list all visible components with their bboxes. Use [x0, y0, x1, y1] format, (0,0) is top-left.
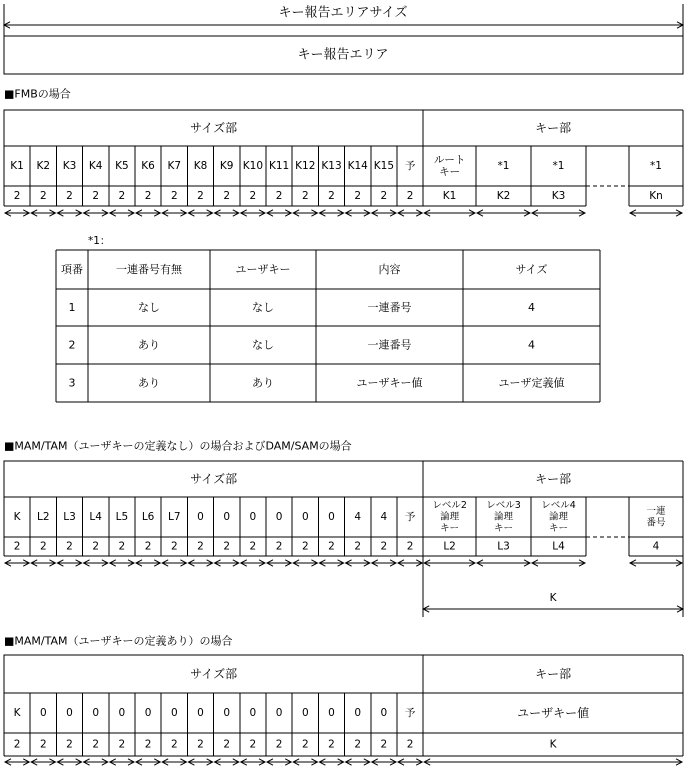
fmb-size-field: K13 — [321, 160, 342, 172]
mam1-size-value: 2 — [92, 540, 100, 553]
mam1-size-field: L5 — [115, 511, 129, 523]
mam2-user-key-field: ユーザキー値 — [517, 706, 590, 720]
mam1-size-value: 2 — [354, 540, 362, 553]
fmb-size-value: 2 — [197, 190, 204, 202]
note-cell: あり — [252, 376, 274, 390]
fmb-size-field: K10 — [242, 160, 264, 172]
fmb-size-value: 2 — [328, 190, 335, 202]
mam2-size-field: 0 — [301, 707, 309, 719]
mam1-key-value: 4 — [652, 540, 660, 553]
mam1-size-value: 2 — [301, 540, 309, 553]
mam1-key-header: 論理 — [548, 511, 569, 523]
mam1-size-field: K — [13, 511, 21, 523]
mam2-size-value: 2 — [275, 738, 283, 751]
mam2-size-value: 2 — [118, 738, 126, 751]
fmb-key-value: K1 — [442, 190, 457, 202]
mam2-size-value: 2 — [406, 738, 414, 751]
mam1-size-value: 2 — [13, 540, 21, 553]
mam1-key-part-label: キー部 — [535, 472, 572, 486]
mam-no-user-key-section — [4, 439, 683, 618]
fmb-key-header: *1 — [497, 160, 510, 172]
mam1-size-field: 4 — [380, 511, 388, 523]
mam1-size-value: 2 — [39, 540, 47, 553]
fmb-key-header: *1 — [552, 160, 565, 172]
fmb-size-value: 2 — [223, 190, 231, 202]
mam1-size-field: 0 — [223, 511, 231, 523]
fmb-size-field: K11 — [268, 160, 290, 172]
mam1-size-field: L7 — [168, 511, 181, 523]
top-area-section — [4, 4, 683, 74]
note-label: *1： — [88, 235, 111, 247]
fmb-size-field: K14 — [347, 160, 368, 172]
note-cell: 4 — [528, 338, 535, 352]
fmb-size-field: K15 — [373, 160, 395, 172]
mam2-key-part-label: キー部 — [535, 667, 572, 681]
fmb-size-field: K1 — [10, 160, 24, 172]
fmb-size-value: 2 — [380, 190, 388, 202]
note-column-header: サイズ — [515, 263, 548, 276]
mam1-key-header: 論理 — [493, 511, 514, 523]
fmb-size-value: 2 — [249, 190, 257, 202]
mam1-size-value: 2 — [328, 540, 335, 553]
mam2-size-value: 2 — [170, 738, 178, 751]
fmb-size-value: 2 — [66, 190, 73, 202]
fmb-heading: ■FMBの場合 — [4, 87, 71, 101]
mam1-size-value: 2 — [223, 540, 231, 553]
fmb-size-field: K2 — [36, 160, 51, 172]
mam2-size-value: 2 — [223, 738, 231, 751]
fmb-size-field: K6 — [141, 160, 155, 172]
fmb-key-value: Kn — [649, 190, 663, 202]
fmb-size-value: 2 — [170, 190, 178, 202]
mam1-size-value: 2 — [170, 540, 178, 553]
mam1-key-header: レベル3 — [486, 500, 521, 511]
mam2-size-value: 2 — [301, 738, 309, 751]
mam1-key-value: L2 — [443, 540, 456, 553]
mam2-size-field: 0 — [275, 707, 283, 719]
mam1-size-value: 2 — [66, 540, 73, 553]
mam1-key-value: L4 — [552, 540, 565, 553]
note-cell: 3 — [68, 376, 76, 390]
mam1-size-field: 予 — [404, 511, 416, 523]
mam2-size-field: 0 — [92, 707, 100, 719]
note-cell: なし — [138, 301, 160, 314]
mam-user-key-section — [4, 634, 683, 766]
mam2-size-value: 2 — [144, 738, 152, 751]
area-size-label: キー報告エリアサイズ — [278, 5, 408, 21]
mam1-key-header: キー — [493, 523, 514, 534]
mam1-key-header: 論理 — [440, 511, 460, 523]
fmb-size-value: 2 — [13, 190, 21, 202]
mam2-size-field: 0 — [223, 707, 231, 719]
note-cell: あり — [138, 376, 160, 390]
fmb-size-value: 2 — [92, 190, 100, 202]
fmb-size-field: K3 — [62, 160, 77, 172]
mam1-size-field: 0 — [197, 511, 204, 523]
fmb-size-field: K4 — [88, 160, 103, 172]
mam2-size-value: 2 — [380, 738, 388, 751]
mam-user-key-heading: ■MAM/TAM（ユーザキーの定義あり）の場合 — [4, 634, 233, 648]
note-cell: 1 — [68, 301, 76, 314]
mam2-size-field: 0 — [249, 707, 257, 719]
mam1-size-value: 2 — [275, 540, 283, 553]
mam1-size-part-label: サイズ部 — [190, 472, 238, 486]
note-cell: ユーザキー値 — [356, 376, 423, 390]
fmb-size-value: 2 — [118, 190, 126, 202]
note-cell: 2 — [68, 338, 76, 352]
fmb-section — [4, 87, 683, 217]
fmb-key-value: K3 — [551, 190, 566, 202]
mam1-key-header: 一連 — [646, 505, 666, 517]
mam-no-user-key-heading: ■MAM/TAM（ユーザキーの定義なし）の場合およびDAM/SAMの場合 — [4, 439, 352, 453]
fmb-size-field: 予 — [404, 160, 416, 172]
fmb-size-value: 2 — [275, 190, 283, 202]
mam1-size-value: 2 — [249, 540, 257, 553]
fmb-size-field: K9 — [219, 160, 234, 172]
area-label: キー報告エリア — [297, 47, 389, 63]
mam1-key-header: レベル2 — [432, 500, 467, 511]
mam2-size-value: 2 — [39, 738, 47, 751]
fmb-key-value: K2 — [496, 190, 511, 202]
note-cell: ユーザ定義値 — [498, 376, 565, 390]
fmb-size-value: 2 — [39, 190, 47, 202]
fmb-size-field: K12 — [295, 160, 316, 172]
note-column-header: 一連番号有無 — [116, 263, 182, 276]
fmb-size-field: K5 — [115, 160, 129, 172]
mam2-size-field: 予 — [404, 707, 416, 719]
mam2-size-field: 0 — [118, 707, 126, 719]
note-cell: 4 — [528, 301, 535, 314]
mam2-size-field: 0 — [39, 707, 47, 719]
mam1-size-field: 0 — [328, 511, 335, 523]
mam2-size-field: 0 — [66, 707, 73, 719]
note-cell: 一連番号 — [367, 301, 412, 314]
mam1-size-field: 4 — [354, 511, 362, 523]
note-column-header: 項番 — [61, 263, 83, 276]
mam1-size-field: L6 — [141, 511, 155, 523]
mam2-size-part-label: サイズ部 — [190, 667, 238, 681]
fmb-key-header: *1 — [650, 160, 662, 172]
fmb-size-field: K7 — [167, 160, 182, 172]
note-cell: なし — [252, 338, 274, 352]
mam1-size-value: 2 — [406, 540, 414, 553]
mam1-size-value: 2 — [380, 540, 388, 553]
mam2-size-value: 2 — [197, 738, 204, 751]
mam1-size-field: L4 — [89, 511, 102, 523]
mam2-size-value: 2 — [328, 738, 335, 751]
fmb-size-value: 2 — [301, 190, 309, 202]
note-cell: あり — [138, 338, 160, 352]
fmb-size-field: K8 — [193, 160, 208, 172]
fmb-size-value: 2 — [354, 190, 362, 202]
mam1-key-header: 番号 — [646, 517, 666, 529]
mam1-key-total-label: K — [549, 592, 557, 604]
mam2-size-field: K — [13, 707, 21, 719]
mam1-size-value: 2 — [197, 540, 204, 553]
mam1-size-field: 0 — [301, 511, 309, 523]
mam1-size-value: 2 — [144, 540, 152, 553]
fmb-size-part-label: サイズ部 — [190, 121, 238, 135]
mam1-size-field: L3 — [63, 511, 76, 523]
mam2-size-field: 0 — [144, 707, 152, 719]
fmb-key-header: ルート — [433, 154, 466, 166]
fmb-size-value: 2 — [144, 190, 152, 202]
mam1-size-value: 2 — [118, 540, 126, 553]
note-column-header: 内容 — [378, 263, 401, 276]
mam2-size-value: 2 — [92, 738, 100, 751]
fmb-key-part-label: キー部 — [535, 121, 572, 135]
fmb-size-value: 2 — [406, 190, 414, 202]
mam1-key-header: キー — [440, 523, 460, 534]
mam2-size-value: 2 — [66, 738, 73, 751]
mam1-size-field: L2 — [37, 511, 50, 523]
mam1-size-field: 0 — [275, 511, 283, 523]
mam2-size-value: 2 — [354, 738, 362, 751]
note-cell: 一連番号 — [367, 338, 412, 352]
mam1-key-value: L3 — [497, 540, 510, 553]
note-column-header: ユーザキー — [235, 263, 291, 276]
mam2-size-field: 0 — [170, 707, 178, 719]
mam2-user-key-value: K — [549, 738, 557, 751]
mam2-size-value: 2 — [13, 738, 21, 751]
note-cell: なし — [252, 301, 274, 314]
mam1-key-header: キー — [548, 523, 569, 534]
note-table-section — [56, 235, 600, 402]
mam1-size-field: 0 — [249, 511, 257, 523]
fmb-key-header: キー — [439, 166, 461, 178]
mam1-key-header: レベル4 — [541, 500, 576, 511]
mam2-size-field: 0 — [197, 707, 204, 719]
mam2-size-field: 0 — [354, 707, 362, 719]
mam2-size-value: 2 — [249, 738, 257, 751]
mam2-size-field: 0 — [328, 707, 335, 719]
mam2-size-field: 0 — [380, 707, 388, 719]
